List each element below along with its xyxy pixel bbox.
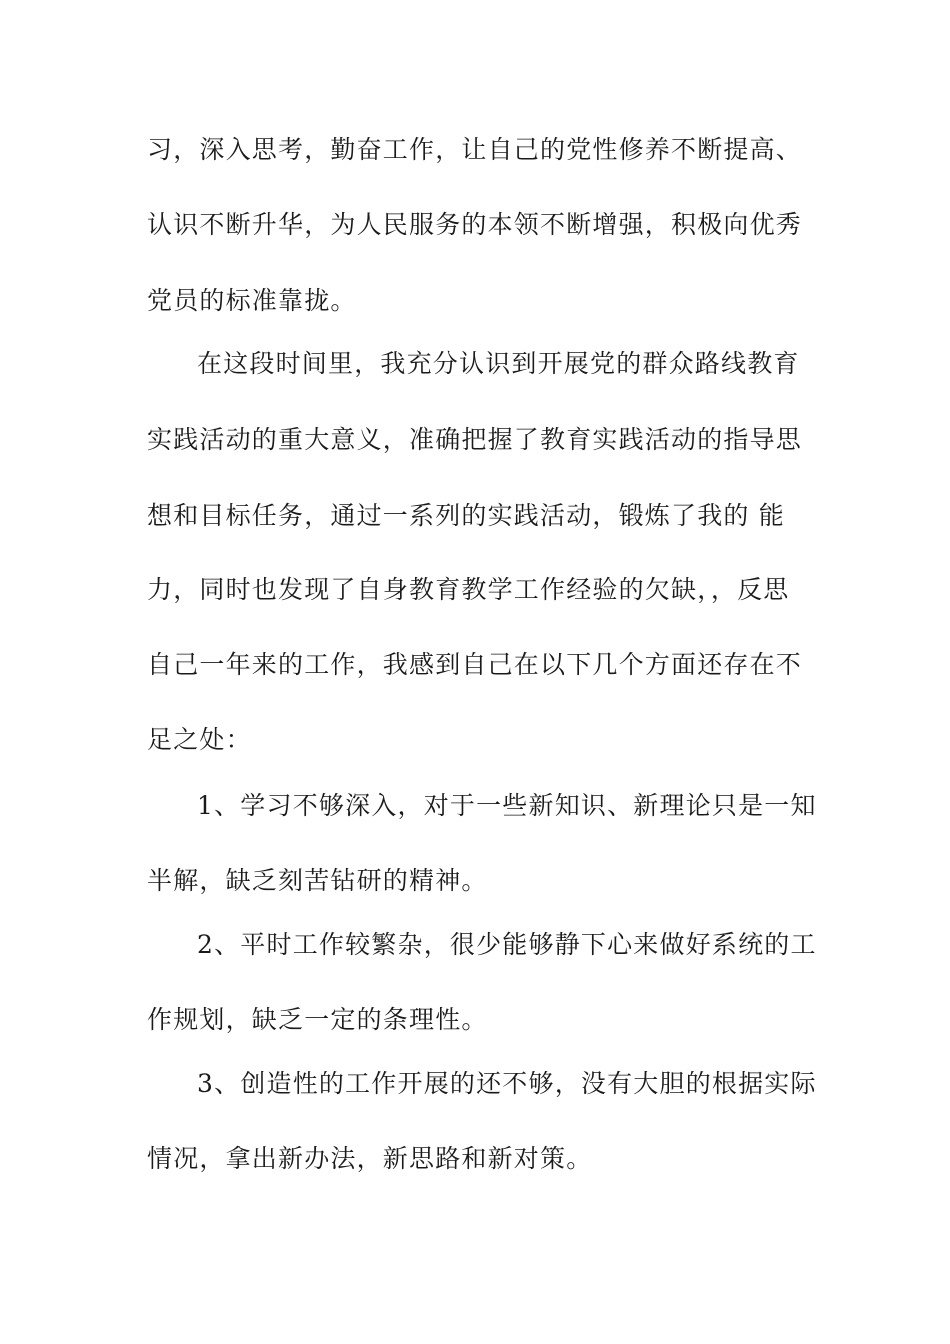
text-line: 作规划，缺乏一定的条理性。 <box>147 1005 488 1034</box>
text-line: 力，同时也发现了自身教育教学工作经验的欠缺，，反思 <box>147 575 790 604</box>
text-line: 认识不断升华，为人民服务的本领不断增强，积极向优秀 <box>147 210 803 239</box>
text-line: 党员的标准靠拢。 <box>147 286 357 315</box>
list-item-1-start: 1、学习不够深入，对于一些新知识、新理论只是一知 <box>197 791 817 820</box>
text-line: 习，深入思考，勤奋工作，让自己的党性修养不断提高、 <box>147 135 803 164</box>
text-line: 足之处： <box>147 725 252 754</box>
text-line: 实践活动的重大意义，准确把握了教育实践活动的指导思 <box>147 425 803 454</box>
text-line: 情况，拿出新办法，新思路和新对策。 <box>147 1144 593 1173</box>
text-line: 自己一年来的工作，我感到自己在以下几个方面还存在不 <box>147 650 803 679</box>
list-item-2-start: 2、平时工作较繁杂，很少能够静下心来做好系统的工 <box>197 930 817 959</box>
paragraph-start-line: 在这段时间里，我充分认识到开展党的群众路线教育 <box>197 349 800 378</box>
list-item-3-start: 3、创造性的工作开展的还不够，没有大胆的根据实际 <box>197 1069 817 1098</box>
text-line: 想和目标任务，通过一系列的实践活动，锻炼了我的 能 <box>147 501 785 530</box>
text-line: 半解，缺乏刻苦钻研的精神。 <box>147 866 488 895</box>
